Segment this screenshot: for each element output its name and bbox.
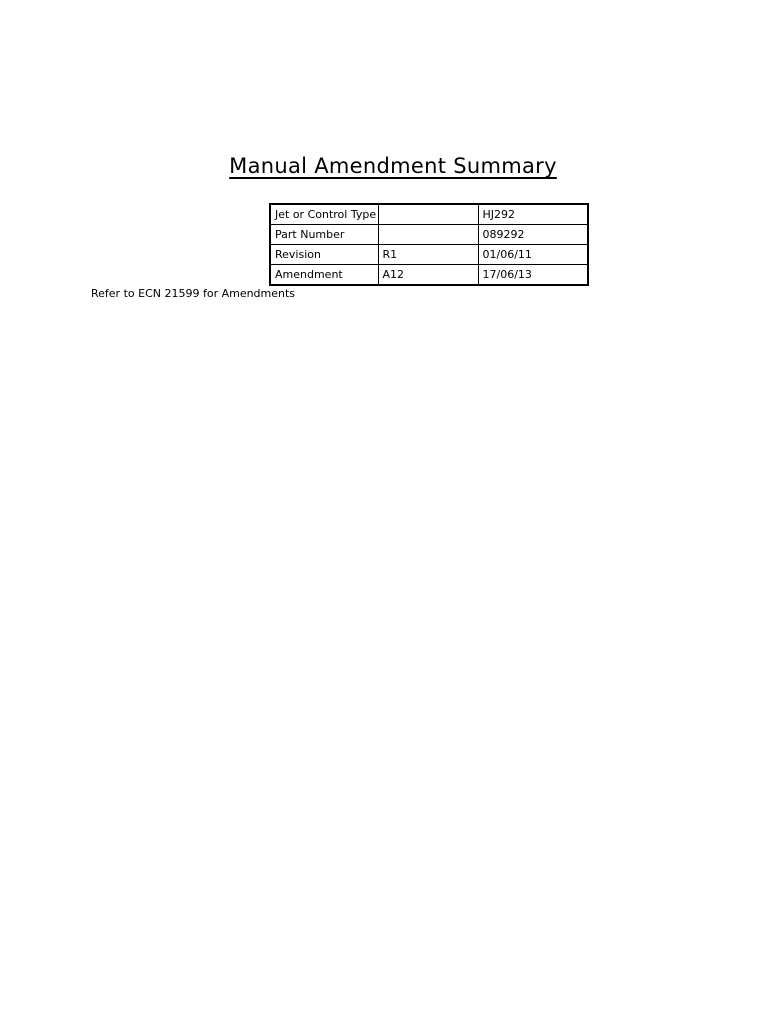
row-code — [378, 204, 478, 225]
row-code: R1 — [378, 245, 478, 265]
table-row — [270, 265, 588, 286]
row-code — [378, 225, 478, 245]
row-value: 01/06/11 — [478, 245, 588, 265]
row-label: Revision — [270, 245, 378, 265]
amendment-summary-table — [269, 203, 589, 286]
table-row — [270, 225, 588, 245]
ecn-reference-note: Refer to ECN 21599 for Amendments — [91, 287, 296, 300]
table-row — [270, 245, 588, 265]
row-label: Amendment — [270, 265, 378, 286]
row-value: HJ292 — [478, 204, 588, 225]
row-label: Part Number — [270, 225, 378, 245]
table-row — [270, 204, 588, 225]
row-label: Jet or Control Type — [270, 204, 378, 225]
row-code: A12 — [378, 265, 478, 286]
row-value: 17/06/13 — [478, 265, 588, 286]
row-value: 089292 — [478, 225, 588, 245]
page-title: Manual Amendment Summary — [229, 154, 557, 178]
